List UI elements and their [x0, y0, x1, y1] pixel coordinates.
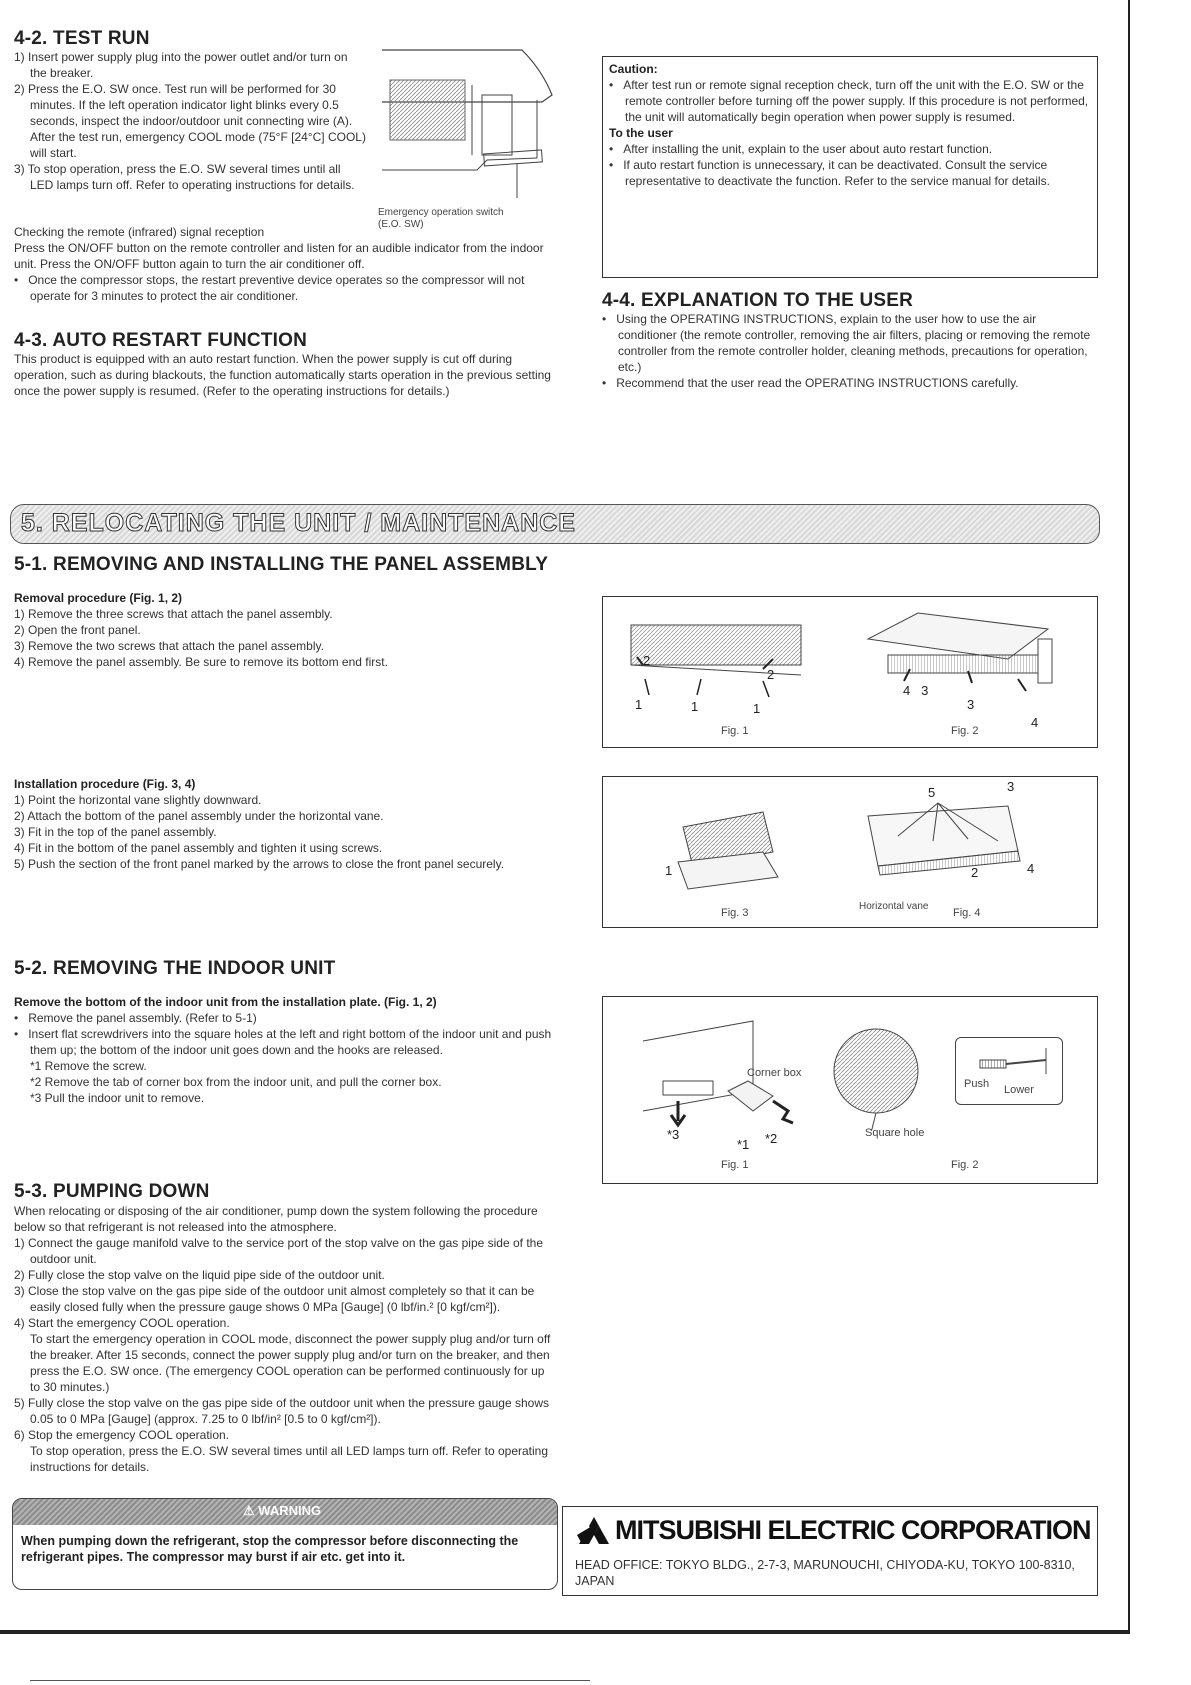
page-bottom-border: [0, 1630, 1130, 1634]
install-step: 5) Push the section of the front panel marked by the arrows to close the front panel securely.: [14, 857, 505, 871]
corner-box-label: Corner box: [747, 1067, 802, 1079]
test-run-step: 2) Press the E.O. SW once. Test run will be performed for 30 minutes. If the left operation indicator light blinks every 0.5 seconds, inspect the indoor/outdoor unit connecting wire (A). After the test run, emergency COOL mode (75°F [24°C] COOL) will start.: [14, 82, 366, 160]
removal-step: 3) Remove the two screws that attach the panel assembly.: [14, 639, 324, 653]
warning-label: WARNING: [258, 1503, 322, 1518]
caution-box: [602, 56, 1098, 278]
eo-switch-caption-abbr: (E.O. SW): [378, 219, 424, 230]
page-footer-line: [30, 1680, 590, 1681]
caution-bullet: • After test run or remote signal reception check, turn off the unit with the E.O. SW or the remote controller before turning off the power supply. If this procedure is not performed, the unit will automatically begin operation when power supply is resumed.: [609, 78, 1089, 124]
pumping-step: 6) Stop the emergency COOL operation.: [14, 1428, 230, 1442]
test-run-step: 3) To stop operation, press the E.O. SW several times until all LED lamps turn off. Refer to operating instructions for details.: [14, 162, 355, 192]
push-lower-inset: [955, 1037, 1063, 1105]
pumping-step: 4) Start the emergency COOL operation.: [14, 1316, 230, 1330]
to-user-heading: To the user: [609, 126, 673, 140]
mitsubishi-logo-icon: [577, 1516, 611, 1546]
fig1-caption: Fig. 1: [721, 725, 749, 737]
section-5-banner-title: 5. RELOCATING THE UNIT / MAINTENANCE: [21, 509, 576, 537]
square-hole-label: Square hole: [865, 1127, 925, 1139]
remote-check-block: [14, 224, 554, 304]
remove-indoor-bullet: • Remove the panel assembly. (Refer to 5-1): [14, 1011, 257, 1025]
figure-box-panel-install: 1 5 3 2 4 Fig. 3 Horizontal vane Fig. 4: [602, 776, 1098, 928]
test-run-step: 1) Insert power supply plug into the power outlet and/or turn on the breaker.: [14, 50, 348, 80]
explanation-bullet: • Recommend that the user read the OPERATING INSTRUCTIONS carefully.: [602, 376, 1019, 390]
section-5-2-title: 5-2. REMOVING THE INDOOR UNIT: [14, 958, 336, 979]
remove-indoor-bullet: • Insert flat screwdrivers into the square holes at the left and right bottom of the indoor unit and push them up; the bottom of the indoor unit goes down and the hooks are released.: [14, 1027, 552, 1057]
indoor-unit-eo-switch-illustration: [372, 40, 572, 200]
section-4-4-title: 4-4. EXPLANATION TO THE USER: [602, 290, 914, 311]
lower-label: Lower: [1004, 1084, 1034, 1096]
panel-removal-fig2: [858, 609, 1058, 714]
remove-indoor-note: *1 Remove the screw.: [30, 1059, 147, 1073]
pumping-step: 5) Fully close the stop valve on the gas pipe side of the outdoor unit when the pressure gauge shows 0.05 to 0 MPa [Gauge] (approx. 7.25 to 0 lbf/in² [0.5 to 0 kgf/cm²]).: [14, 1396, 549, 1426]
page-right-border: [1128, 0, 1130, 1632]
pumping-step: 2) Fully close the stop valve on the liquid pipe side of the outdoor unit.: [14, 1268, 385, 1282]
section-5-1-title: 5-1. REMOVING AND INSTALLING THE PANEL ASSEMBLY: [14, 554, 549, 575]
warning-triangle-icon: ⚠: [243, 1503, 255, 1518]
auto-restart-text: This product is equipped with an auto restart function. When the power supply is cut off during operation, such as during blackouts, the function automatically starts operation in the previous setting once the power supply is resumed. (Refer to the operating instructions for details.): [14, 352, 551, 398]
indoor-removal-fig2: [821, 1021, 941, 1131]
remote-check-bullet: • Once the compressor stops, the restart preventive device operates so the compressor will not operate for 3 minutes to protect the air conditioner.: [14, 273, 525, 303]
install-step: 2) Attach the bottom of the panel assembly under the horizontal vane.: [14, 809, 384, 823]
removal-step: 4) Remove the panel assembly. Be sure to remove its bottom end first.: [14, 655, 388, 669]
install-step: 4) Fit in the bottom of the panel assembly and tighten it using screws.: [14, 841, 383, 855]
install-heading: Installation procedure (Fig. 3, 4): [14, 777, 196, 791]
caution-heading: Caution:: [609, 62, 658, 76]
pumping-step-detail: To start the emergency operation in COOL mode, disconnect the power supply plug and/or turn off the breaker. After 15 seconds, connect the power supply plug and/or turn on the breaker, and then press the E.O. SW once. (The emergency COOL operation can be performed continuously for up to 30 minutes.): [30, 1332, 551, 1394]
remove-indoor-note: *2 Remove the tab of corner box from the indoor unit, and pull the corner box.: [30, 1075, 442, 1089]
warning-box: [12, 1498, 558, 1590]
section-5-3-title: 5-3. PUMPING DOWN: [14, 1181, 210, 1202]
fig1-indoor-caption: Fig. 1: [721, 1159, 749, 1171]
section-4-3-title: 4-3. AUTO RESTART FUNCTION: [14, 330, 308, 351]
explanation-bullet: • Using the OPERATING INSTRUCTIONS, explain to the user how to use the air conditioner (the remote controller, removing the air filters, placing or removing the remote controller from the remote controller holder, cleaning methods, precautions for operation, etc.): [602, 312, 1091, 374]
panel-install-fig4: [858, 791, 1038, 881]
panel-install-fig3: [663, 807, 803, 897]
warning-header: [13, 1499, 557, 1525]
fig3-caption: Fig. 3: [721, 907, 749, 919]
company-name: MITSUBISHI ELECTRIC CORPORATION: [615, 1515, 1091, 1545]
remove-indoor-note: *3 Pull the indoor unit to remove.: [30, 1091, 205, 1105]
to-user-bullet: • After installing the unit, explain to the user about auto restart function.: [609, 142, 993, 156]
removal-procedure: [14, 590, 554, 670]
remote-check-text: Press the ON/OFF button on the remote controller and listen for an audible indicator from the indoor unit. Press the ON/OFF button again to turn the air conditioner off.: [14, 241, 544, 271]
fig4-caption: Fig. 4: [953, 907, 981, 919]
install-step: 3) Fit in the top of the panel assembly.: [14, 825, 217, 839]
company-box: [562, 1506, 1098, 1596]
pumping-down-intro: When relocating or disposing of the air conditioner, pump down the system following the procedure below so that refrigerant is not released into the atmosphere.: [14, 1204, 538, 1234]
remove-indoor-unit-text: [14, 994, 556, 1106]
to-user-bullet: • If auto restart function is unnecessary, it can be deactivated. Consult the service representative to deactivate the function. Refer to the service manual for details.: [609, 158, 1050, 188]
horizontal-vane-label: Horizontal vane: [859, 901, 929, 912]
installation-procedure: [14, 776, 554, 872]
install-step: 1) Point the horizontal vane slightly downward.: [14, 793, 262, 807]
explanation-bullets: [602, 311, 1096, 391]
figure-box-panel-removal: 2 2 1 1 1 4 3 3 4 Fig. 1 Fig. 2: [602, 596, 1098, 748]
pumping-step-detail: To stop operation, press the E.O. SW several times until all LED lamps turn off. Refer to operating instructions for details.: [30, 1444, 549, 1474]
pumping-step: 1) Connect the gauge manifold valve to the service port of the stop valve on the gas pipe side of the outdoor unit.: [14, 1236, 543, 1266]
removal-heading: Removal procedure (Fig. 1, 2): [14, 591, 183, 605]
eo-switch-caption: Emergency operation switch: [378, 207, 504, 218]
removal-step: 2) Open the front panel.: [14, 623, 141, 637]
fig2-caption: Fig. 2: [951, 725, 979, 737]
screwdriver-icon: [976, 1046, 1056, 1076]
test-run-steps: [14, 49, 366, 193]
section-4-2-title: 4-2. TEST RUN: [14, 28, 150, 49]
fig2-indoor-caption: Fig. 2: [951, 1159, 979, 1171]
warning-text: When pumping down the refrigerant, stop the compressor before disconnecting the refrigerant pipes. The compressor may burst if air etc. get into it.: [21, 1534, 519, 1564]
section-5-banner: [10, 504, 1100, 544]
pumping-step: 3) Close the stop valve on the gas pipe side of the outdoor unit almost completely so that it can be easily closed fully when the pressure gauge shows 0 MPa [Gauge] (0 lbf/in.² [0 kgf/cm²]).: [14, 1284, 535, 1314]
pumping-down-text: [14, 1203, 556, 1475]
company-address: HEAD OFFICE: TOKYO BLDG., 2-7-3, MARUNOUCHI, CHIYODA-KU, TOKYO 100-8310, JAPAN: [575, 1558, 1075, 1588]
panel-removal-fig1: [623, 617, 823, 717]
removal-step: 1) Remove the three screws that attach the panel assembly.: [14, 607, 333, 621]
figure-box-indoor-removal: Corner box *3 *1 *2 Square hole Push Lower Fig. 1 Fig. 2: [602, 996, 1098, 1184]
push-label: Push: [964, 1078, 990, 1090]
remove-indoor-heading: Remove the bottom of the indoor unit from the installation plate. (Fig. 1, 2): [14, 995, 437, 1009]
remote-check-heading: Checking the remote (infrared) signal reception: [14, 225, 265, 239]
